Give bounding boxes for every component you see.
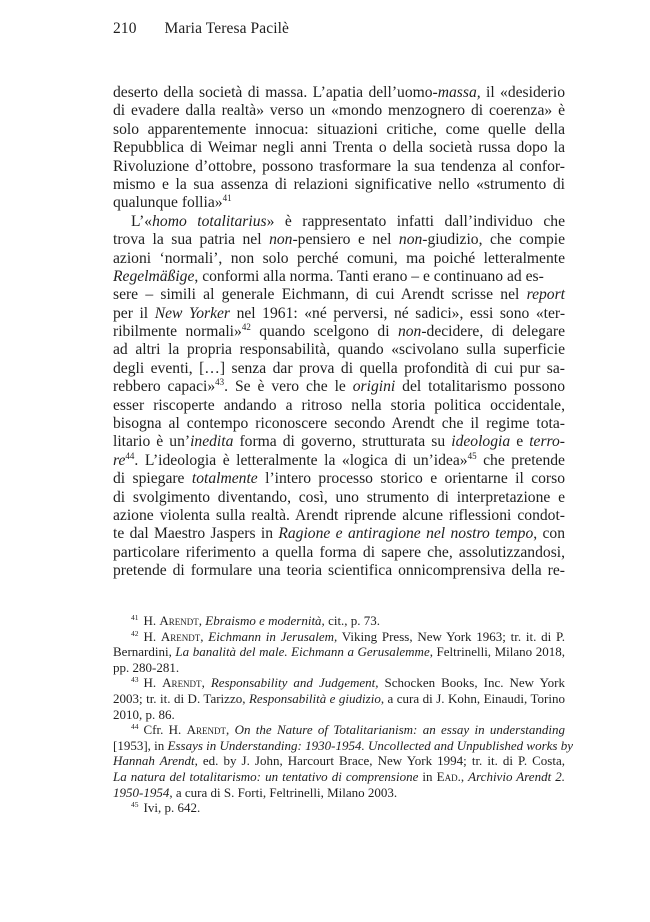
italic-text: ideologia: [451, 433, 511, 451]
body-line: [113, 341, 565, 359]
footnote-line: [113, 769, 565, 785]
text-segment: Rivoluzione d’ottobre, possono trasformare la sua tendenza al confor-: [113, 157, 565, 175]
text-segment: ,: [198, 613, 206, 628]
body-line: [113, 305, 565, 323]
italic-text: Hannah Arendt: [113, 753, 195, 769]
footnote-ref: 43: [131, 675, 139, 685]
text-segment: azioni ‘normali’, non solo perché comuni, ma poiché letteralmente: [113, 249, 565, 267]
text-segment: forma di governo, strutturata su: [233, 433, 452, 451]
italic-text: origini: [352, 378, 396, 396]
text-segment: che pretende: [476, 451, 565, 469]
footnote-ref: 44: [125, 450, 135, 461]
text-segment: solo apparentemente innocua: situazioni critiche, come quelle della: [113, 120, 565, 138]
text-segment: . L’ideologia è letteralmente la «logica di un’idea»: [134, 451, 468, 469]
footnote-ref: 44: [131, 722, 139, 732]
italic-text: Ragione e antiragione nel nostro tempo: [278, 525, 534, 543]
footnote-line: [113, 722, 565, 738]
footnote-line: [113, 691, 565, 707]
text-segment: pp. 280-281.: [113, 659, 180, 675]
text-segment: quando scelgono di: [250, 323, 398, 341]
text-segment: Viking Press, New York 1963; tr. it. di P.: [337, 628, 565, 644]
small-caps-text: Arendt: [159, 613, 199, 628]
footnote-line: [113, 753, 565, 769]
small-caps-text: Arendt: [186, 722, 227, 738]
text-segment: L’«: [131, 212, 153, 230]
italic-text: Archivio Arendt 2.: [468, 768, 565, 784]
body-line: [113, 525, 565, 543]
footnote-line: [113, 613, 565, 629]
text-segment: Repubblica di Weimar negli anni Trenta o della società russa dopo la: [113, 139, 565, 157]
text-segment: -pensiero e nel: [292, 231, 399, 249]
text-segment: degli eventi, […] senza dar prova di quella profondità di cui pur sa-: [113, 359, 565, 377]
italic-text: non: [397, 323, 422, 341]
footnote-line: [113, 675, 565, 691]
body-line: [113, 121, 565, 139]
body-line: [113, 489, 565, 507]
italic-text: Ebraismo e modernità,: [205, 613, 325, 628]
body-line: [113, 268, 565, 286]
text-segment: Schocken Books, Inc. New York: [378, 675, 566, 691]
body-line: [113, 415, 565, 433]
text-segment: ribilmente normali»: [113, 323, 242, 341]
text-segment: -decidere, di delegare: [421, 323, 565, 341]
italic-text: terro-: [529, 433, 566, 451]
text-segment: ,: [226, 722, 235, 738]
body-line: [113, 286, 565, 304]
text-segment: nel 1961: «né perversi, né sadici», essi sono «ter-: [230, 304, 566, 322]
italic-text: report: [526, 286, 565, 304]
italic-text: non: [398, 231, 423, 249]
text-segment: il «desiderio: [480, 84, 565, 101]
body-line: [113, 102, 565, 120]
italic-text: Responsability and Judgement,: [210, 675, 379, 691]
text-segment: Bernardini,: [113, 644, 176, 660]
italic-text: Regelmäßige: [113, 267, 195, 285]
body-line: [113, 158, 565, 176]
text-segment: , conformi alla norma. Tanti erano – e continuano ad es-: [194, 267, 544, 285]
text-segment: di spiegare: [113, 470, 192, 488]
running-header: [113, 20, 289, 38]
text-segment: H.: [143, 675, 163, 691]
footnote-ref: 42: [131, 628, 139, 638]
footnote-line: [113, 785, 565, 801]
italic-text: New Yorker: [154, 304, 231, 322]
body-line: [113, 250, 565, 268]
text-segment: te dal Maestro Jaspers in: [113, 525, 279, 543]
text-segment: trova la sua patria nel: [113, 231, 270, 249]
footnote-ref: 42: [241, 322, 251, 333]
footnote-line: [113, 629, 565, 645]
text-segment: per il: [113, 304, 155, 322]
text-segment: , con: [533, 525, 566, 543]
body-line: [113, 507, 565, 525]
body-line: [113, 323, 565, 341]
body-line: [113, 360, 565, 378]
italic-text: inedita: [190, 433, 234, 451]
italic-text: Eichmann in Jerusalem,: [208, 628, 338, 644]
text-segment: . Se è vero che le: [224, 378, 353, 396]
text-segment: l’intero processo storico e orientarne il corso: [257, 470, 565, 488]
footnote-ref: 41: [131, 613, 139, 622]
footnote-line: [113, 707, 565, 723]
body-line: [113, 194, 565, 212]
body-line: [113, 378, 565, 396]
italic-text: Responsabilità e giudizio: [248, 690, 381, 706]
text-segment: ,: [200, 628, 209, 644]
body-line: [113, 176, 565, 194]
italic-text: La natura del totalitarismo: un tentativo di comprensione: [113, 768, 419, 784]
text-segment: particolare riferimento a quella forma di sapere che, assolutizzandosi,: [113, 543, 565, 561]
text-segment: , a cura di S. Forti, Feltrinelli, Milano 2003.: [169, 784, 398, 800]
text-segment: [1953], in: [113, 737, 168, 753]
body-line: [113, 452, 565, 470]
text-segment: ad altri la propria responsabilità, quando «scivolano sulla superficie: [113, 341, 565, 359]
page-number: 210: [113, 20, 137, 37]
text-segment: Cfr. H.: [143, 722, 187, 738]
text-segment: e: [510, 433, 530, 451]
text-segment: cit., p. 73.: [324, 613, 381, 628]
text-segment: sere – simili al generale Eichmann, di cui Arendt scrisse nel: [113, 286, 527, 304]
main-text: [113, 84, 565, 581]
footnote-line: [113, 660, 565, 676]
footnotes: [113, 613, 574, 816]
body-line: [113, 433, 565, 451]
italic-text: totalmente: [191, 470, 258, 488]
text-segment: in: [418, 768, 437, 784]
text-segment: litario è un’: [113, 433, 191, 451]
text-segment: H.: [143, 628, 161, 644]
text-segment: di svolgimento diventando, così, uno strumento di interpretazione e: [113, 488, 565, 506]
text-segment: pretende di formulare una teoria scientifica onnicomprensiva della re-: [113, 562, 565, 580]
footnote-ref: 45: [467, 450, 477, 461]
text-segment: Ivi, p. 642.: [143, 800, 201, 816]
text-segment: , Feltrinelli, Milano 2018,: [429, 644, 565, 660]
text-segment: bisogna al contempo riconoscere secondo Arendt che il regime tota-: [113, 415, 565, 433]
text-segment: di evadere dalla realtà» verso un «mondo menzognero di coerenza» è: [113, 102, 565, 120]
body-line: [113, 139, 565, 157]
text-segment: mismo e la sua assenza di relazioni significative nello «strumento di: [113, 175, 565, 193]
text-segment: , ed. by J. John, Harcourt Brace, New York 1994; tr. it. di P. Costa,: [194, 753, 565, 769]
italic-text: La banalità del male. Eichmann a Gerusalemme: [175, 644, 430, 660]
italic-text: homo totalitarius: [152, 212, 267, 230]
body-line: [113, 231, 565, 249]
footnote-line: [113, 800, 565, 816]
text-segment: ,: [460, 768, 469, 784]
small-caps-text: Ead.: [436, 768, 461, 784]
italic-text: massa,: [437, 84, 481, 101]
body-line: [113, 397, 565, 415]
body-line: [113, 562, 565, 580]
body-line: [113, 84, 565, 102]
italic-text: Essays in Understanding: 1930-1954. Uncollected and Unpublished works by: [167, 737, 574, 753]
text-segment: » è rappresentato infatti dall’individuo che: [266, 212, 565, 230]
small-caps-text: Arendt: [162, 675, 202, 691]
text-segment: deserto della società di massa. L’apatia dell’uomo-: [113, 84, 438, 101]
italic-text: 1950-1954: [113, 784, 170, 800]
body-line: [113, 213, 565, 231]
body-line: [113, 544, 565, 562]
text-segment: esser riscoperte andando a ritroso nella storia politica occidentale,: [113, 396, 565, 414]
text-segment: , a cura di J. Kohn, Einaudi, Torino: [380, 690, 565, 706]
footnote-ref: 45: [131, 800, 139, 810]
text-segment: H.: [143, 613, 160, 628]
footnote-ref: 43: [215, 377, 225, 388]
text-segment: del totalitarismo possono: [395, 378, 565, 396]
italic-text: On the Nature of Totalitarianism: an essay in understanding: [234, 722, 566, 738]
text-segment: 2010, p. 86.: [113, 706, 175, 722]
text-segment: -giudizio, che compie: [422, 231, 566, 249]
footnote-line: [113, 644, 565, 660]
italic-text: re: [113, 451, 126, 469]
italic-text: non: [269, 231, 293, 249]
footnote-ref: 41: [222, 193, 232, 204]
small-caps-text: Arendt: [160, 628, 201, 644]
text-segment: 2003; tr. it. di D. Tarizzo,: [113, 690, 249, 706]
text-segment: rebbero capaci»: [113, 378, 216, 396]
text-segment: azione violenta sulla realtà. Arendt riprende alcune riflessioni condot-: [113, 506, 565, 524]
body-line: [113, 470, 565, 488]
text-segment: ,: [201, 675, 211, 691]
running-head-author: Maria Teresa Pacilè: [164, 20, 290, 37]
text-segment: qualunque follia»: [113, 194, 223, 212]
footnote-line: [113, 737, 574, 754]
